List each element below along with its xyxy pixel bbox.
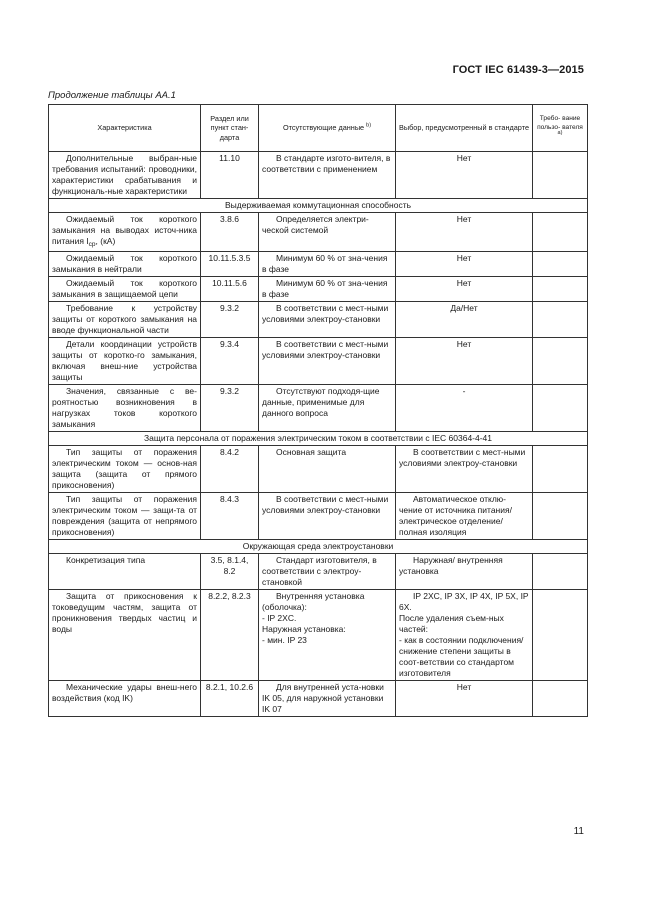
cell-user-requirement (533, 252, 588, 277)
cell-missing-data: Минимум 60 % от зна-чения в фазе (259, 277, 396, 302)
cell-missing-data: Отсутствуют подходя-щие данные, применимые для данного вопроса (259, 385, 396, 432)
table-row (49, 446, 588, 493)
cell-characteristic: Ожидаемый ток короткого замыкания в нейтрали (49, 252, 201, 277)
cell-section: 8.4.2 (201, 446, 259, 493)
cell-user-requirement (533, 681, 588, 717)
table-caption: Продолжение таблицы АА.1 (48, 90, 176, 101)
cell-section: 3.8.6 (201, 213, 259, 252)
cell-user-requirement (533, 277, 588, 302)
cell-user-requirement (533, 213, 588, 252)
cell-characteristic: Тип защиты от поражения электрическим током — защи-та от повреждения (защита от непрямого прикосновения) (49, 493, 201, 540)
header-user-requirement: Требо- вание пользо- вателя $^{a)}$ (533, 105, 588, 152)
page-number: 11 (573, 826, 584, 837)
header-characteristic: Характеристика (49, 105, 201, 152)
cell-choice: Нет (396, 277, 533, 302)
header-choice: Выбор, предусмотренный в стандарте (396, 105, 533, 152)
cell-characteristic: Конкретизация типа (49, 554, 201, 590)
table-row (49, 213, 588, 252)
cell-characteristic: Защита от прикосновения к токоведущим частям, защита от проникновения твердых частиц и воды (49, 590, 201, 681)
cell-characteristic: Механические удары внеш-него воздействия (код IK) (49, 681, 201, 717)
section-header-row (49, 199, 588, 213)
cell-user-requirement (533, 385, 588, 432)
section-title: Защита персонала от поражения электрическим током в соответствии с IEC 60364-4-41 (49, 432, 588, 446)
cell-choice: В соответствии с мест-ными условиями электроу-становки (396, 446, 533, 493)
cell-characteristic: Требование к устройству защиты от короткого замыкания на вводе функциональной части (49, 302, 201, 338)
cell-missing-data: Минимум 60 % от зна-чения в фазе (259, 252, 396, 277)
cell-user-requirement (533, 338, 588, 385)
table-row (49, 252, 588, 277)
cell-section: 9.3.2 (201, 302, 259, 338)
cell-missing-data: В соответствии с мест-ными условиями электроу-становки (259, 338, 396, 385)
cell-characteristic: Ожидаемый ток короткого замыкания в защищаемой цепи (49, 277, 201, 302)
cell-choice: Автоматическое отклю-чение от источника питания/ электрическое отделение/ полная изоляция (396, 493, 533, 540)
cell-missing-data: В соответствии с мест-ными условиями электроу-становки (259, 302, 396, 338)
cell-characteristic: Значения, связанные с ве-роятностью возникновения в нагрузках токов короткого замыкания (49, 385, 201, 432)
document-header: ГОСТ IEC 61439-3—2015 (452, 64, 584, 76)
cell-choice: Нет (396, 152, 533, 199)
cell-characteristic: Дополнительные выбран-ные требования испытаний: проводники, характеристики срабатывания и функциональ-ные характеристики (49, 152, 201, 199)
table-row (49, 338, 588, 385)
cell-user-requirement (533, 302, 588, 338)
cell-missing-data: В стандарте изгото-вителя, в соответствии с применением (259, 152, 396, 199)
cell-choice: - (396, 385, 533, 432)
cell-user-requirement (533, 590, 588, 681)
cell-missing-data: Основная защита (259, 446, 396, 493)
table-row (49, 385, 588, 432)
cell-section: 10.11.5.3.5 (201, 252, 259, 277)
cell-choice: Нет (396, 338, 533, 385)
table-row (49, 277, 588, 302)
cell-section: 8.2.1, 10.2.6 (201, 681, 259, 717)
cell-choice: Нет (396, 681, 533, 717)
cell-missing-data: Для внутренней уста-новки IK 05, для наружной установки IK 07 (259, 681, 396, 717)
cell-missing-data: В соответствии с мест-ными условиями электроу-становки (259, 493, 396, 540)
section-header-row (49, 432, 588, 446)
cell-section: 11.10 (201, 152, 259, 199)
characteristics-table (48, 104, 588, 717)
section-title: Выдерживаемая коммутационная способность (49, 199, 588, 213)
cell-characteristic: Ожидаемый ток короткого замыкания на выводах источ-ника питания $I_{ср}$, (кА) (49, 213, 201, 252)
header-missing-data: Отсутствующие данные $^{b)}$ (259, 105, 396, 152)
section-header-row (49, 540, 588, 554)
table-header-row (49, 105, 588, 152)
cell-user-requirement (533, 446, 588, 493)
cell-choice: Да/Нет (396, 302, 533, 338)
cell-missing-data: Стандарт изготовителя, в соответствии с электроу-становкой (259, 554, 396, 590)
table-row (49, 493, 588, 540)
table-row (49, 590, 588, 681)
cell-missing-data: Определяется электри-ческой системой (259, 213, 396, 252)
cell-section: 9.3.2 (201, 385, 259, 432)
table-row (49, 554, 588, 590)
table-row (49, 152, 588, 199)
section-title: Окружающая среда электроустановки (49, 540, 588, 554)
cell-choice: Нет (396, 213, 533, 252)
cell-choice: Наружная/ внутренняя установка (396, 554, 533, 590)
cell-characteristic: Тип защиты от поражения электрическим током — основ-ная защита (защита от прямого прикосновения) (49, 446, 201, 493)
cell-characteristic: Детали координации устройств защиты от коротко-го замыкания, включая внеш-ние устройства защиты (49, 338, 201, 385)
cell-user-requirement (533, 152, 588, 199)
cell-choice: Нет (396, 252, 533, 277)
cell-section: 10.11.5.6 (201, 277, 259, 302)
cell-section: 3.5, 8.1.4, 8.2 (201, 554, 259, 590)
cell-user-requirement (533, 493, 588, 540)
cell-user-requirement (533, 554, 588, 590)
cell-section: 8.4.3 (201, 493, 259, 540)
cell-section: 8.2.2, 8.2.3 (201, 590, 259, 681)
header-section: Раздел или пункт стан- дарта (201, 105, 259, 152)
cell-section: 9.3.4 (201, 338, 259, 385)
table-row (49, 681, 588, 717)
cell-choice: IP 2XC, IP 3X, IP 4X, IP 5X, IP 6X. После удаления съем-ных частей: - как в состоянии подключения/ снижение степени защиты в соот-ветствии со стандартом изготовителя (396, 590, 533, 681)
table-row (49, 302, 588, 338)
cell-missing-data: Внутренняя установка (оболочка): - IP 2XC. Наружная установка: - мин. IP 23 (259, 590, 396, 681)
